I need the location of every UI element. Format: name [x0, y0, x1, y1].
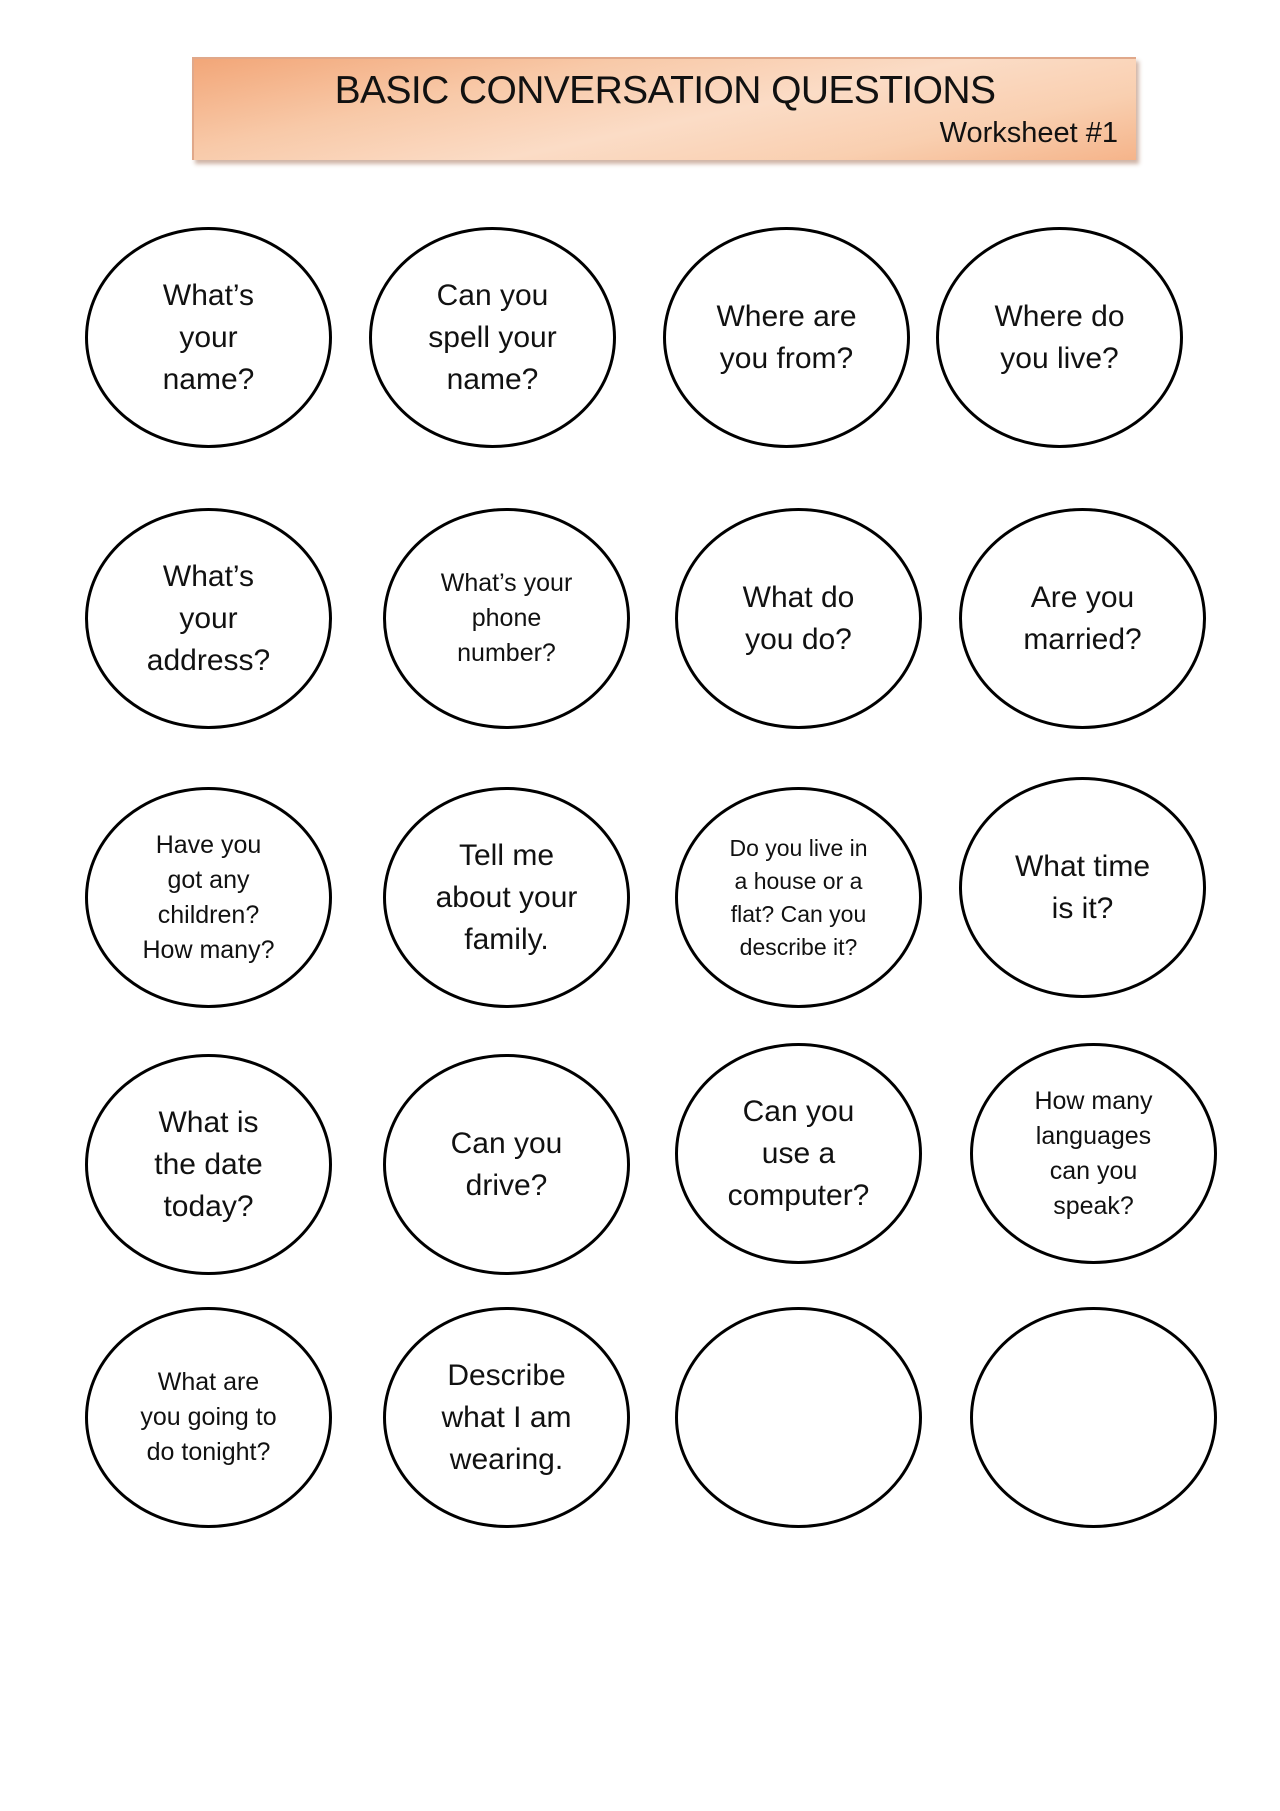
question-text: What’s your name? [162, 278, 255, 396]
question-text: Describe what I am wearing. [441, 1358, 572, 1476]
question-text: Are you married? [1023, 580, 1142, 656]
question-bubble [85, 1307, 332, 1528]
question-text: What are you going to do tonight? [140, 1368, 277, 1466]
question-bubble [383, 508, 630, 729]
question-text: What’s your phone number? [440, 569, 573, 667]
question-text: Have you got any children? How many? [142, 830, 275, 964]
question-bubble [663, 227, 910, 448]
question-text: What is the date today? [154, 1105, 263, 1223]
worksheet-number: Worksheet #1 [939, 117, 1118, 149]
question-bubble [85, 787, 332, 1008]
question-text: Can you drive? [450, 1126, 563, 1202]
question-text: Can you spell your name? [428, 278, 557, 396]
question-bubble [383, 1307, 630, 1528]
question-bubble [675, 508, 922, 729]
question-bubble [383, 787, 630, 1008]
question-text: Where do you live? [994, 299, 1125, 375]
question-text: What time is it? [1014, 849, 1151, 925]
question-bubble [85, 227, 332, 448]
question-bubble [959, 777, 1206, 998]
question-bubble [369, 227, 616, 448]
question-text: Tell me about your family. [435, 838, 578, 956]
question-bubble [936, 227, 1183, 448]
question-bubble [85, 1054, 332, 1275]
question-bubble [959, 508, 1206, 729]
empty-bubble [970, 1307, 1217, 1528]
question-text: What’s your address? [146, 559, 271, 677]
question-text: Can you use a computer? [727, 1094, 870, 1212]
question-bubble [675, 1043, 922, 1264]
question-bubble [85, 508, 332, 729]
worksheet-header [192, 57, 1136, 160]
question-text: Where are you from? [716, 299, 857, 375]
question-text: Do you live in a house or a flat? Can you describe it? [729, 834, 868, 960]
question-bubble [970, 1043, 1217, 1264]
empty-bubble [675, 1307, 922, 1528]
question-text: What do you do? [742, 580, 855, 656]
question-bubble [383, 1054, 630, 1275]
question-text: How many languages can you speak? [1034, 1086, 1153, 1220]
worksheet-title: BASIC CONVERSATION QUESTIONS [334, 69, 996, 112]
question-bubble [675, 787, 922, 1008]
